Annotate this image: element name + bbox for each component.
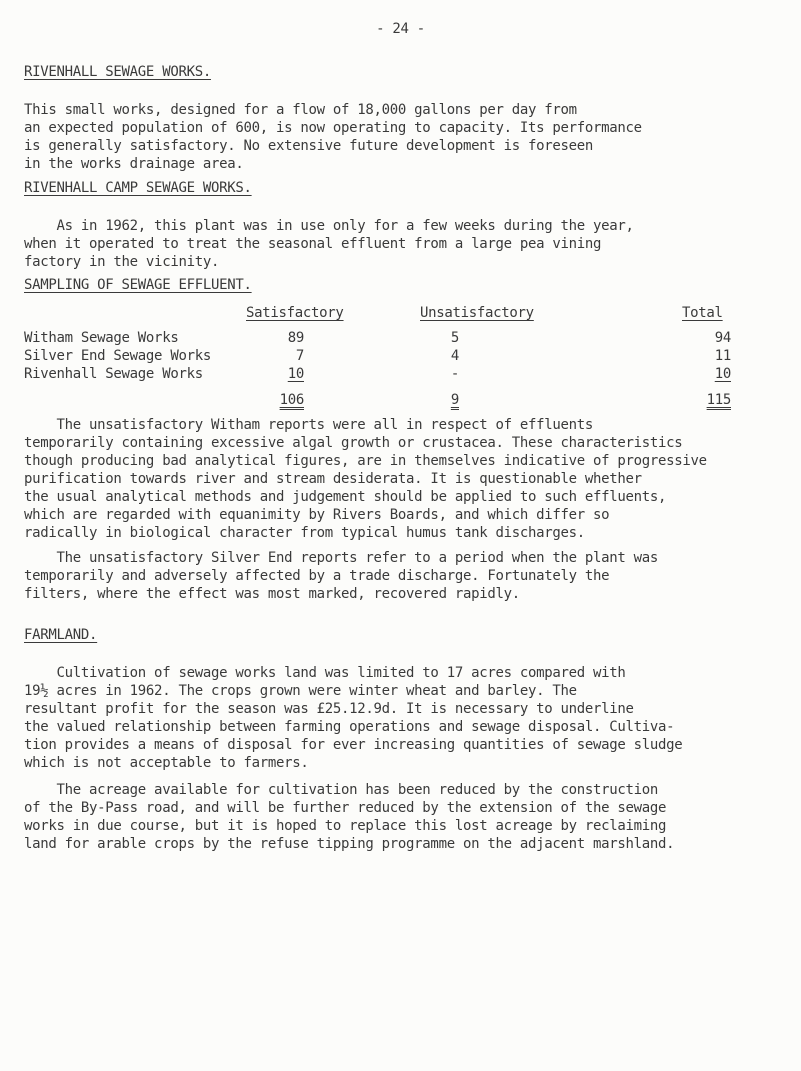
cell-total: 94 [714, 330, 731, 346]
cell-unsatisfactory: 4 [450, 348, 459, 364]
page-number: - 24 - [376, 21, 425, 37]
column-header-unsatisfactory: Unsatisfactory [420, 305, 534, 321]
paragraph-farmland-cultivation: Cultivation of sewage works land was limited to 17 acres compared with 19½ acres in 1962. The crops grown were winter wheat and barley. The resultant profit for the season was £25.12.9d. It is necessary to underline the valued relationship between farming operations and sewage disposal. Cultiva- tion provides a means of disposal for ever increasing quantities of sewage sludge which is not acceptable to farmers. [24, 665, 683, 771]
cell-unsatisfactory: - [450, 366, 459, 382]
cell-satisfactory: 89 [287, 330, 304, 346]
paragraph-silver-end-unsatisfactory: The unsatisfactory Silver End reports refer to a period when the plant was temporarily and adversely affected by a trade discharge. Fortunately the filters, where the effect was most marked, recovered rapidly. [24, 550, 659, 602]
heading-rivenhall-sewage-works: RIVENHALL SEWAGE WORKS. [24, 64, 211, 80]
table-row [24, 330, 799, 348]
cell-total: 11 [714, 348, 731, 364]
cell-unsatisfactory: 5 [450, 330, 459, 346]
heading-sampling-effluent: SAMPLING OF SEWAGE EFFLUENT. [24, 277, 252, 293]
cell-satisfactory: 7 [295, 348, 304, 364]
heading-farmland: FARMLAND. [24, 627, 98, 643]
table-row [24, 348, 799, 366]
grand-total: 115 [706, 392, 731, 408]
column-header-total: Total [682, 305, 723, 321]
total-satisfactory: 106 [279, 392, 304, 408]
paragraph-farmland-acreage: The acreage available for cultivation has been reduced by the construction of the By-Pass road, and will be further reduced by the extension of the sewage works in due course, but it is hoped to replace this lost acreage by reclaiming land for arable crops by the refuse tipping programme on the adjacent marshland. [24, 782, 675, 852]
heading-rivenhall-camp-sewage-works: RIVENHALL CAMP SEWAGE WORKS. [24, 180, 252, 196]
cell-total: 10 [714, 366, 731, 382]
table-totals-row [24, 392, 799, 410]
cell-satisfactory: 10 [287, 366, 304, 382]
paragraph-rivenhall-works: This small works, designed for a flow of 18,000 gallons per day from an expected population of 600, is now operating to capacity. Its performance is generally satisfactory. No extensive future development is foreseen in the works drainage area. [24, 102, 642, 172]
row-label: Rivenhall Sewage Works [24, 366, 203, 382]
row-label: Silver End Sewage Works [24, 348, 211, 364]
paragraph-rivenhall-camp: As in 1962, this plant was in use only for a few weeks during the year, when it operated to treat the seasonal effluent from a large pea vining factory in the vicinity. [24, 218, 634, 270]
total-unsatisfactory: 9 [450, 392, 459, 408]
paragraph-witham-unsatisfactory: The unsatisfactory Witham reports were all in respect of effluents temporarily containing excessive algal growth or crustacea. These characteristics though producing bad analytical figures, are in themselves indicative of progressive purification towards river and stream desiderata. It is questionable whether the usual analytical methods and judgement should be applied to such effluents, which are regarded with equanimity by Rivers Boards, and which differ so radically in biological character from typical humus tank discharges. [24, 417, 707, 541]
row-label: Witham Sewage Works [24, 330, 179, 346]
column-header-satisfactory: Satisfactory [246, 305, 344, 321]
table-row [24, 366, 799, 384]
